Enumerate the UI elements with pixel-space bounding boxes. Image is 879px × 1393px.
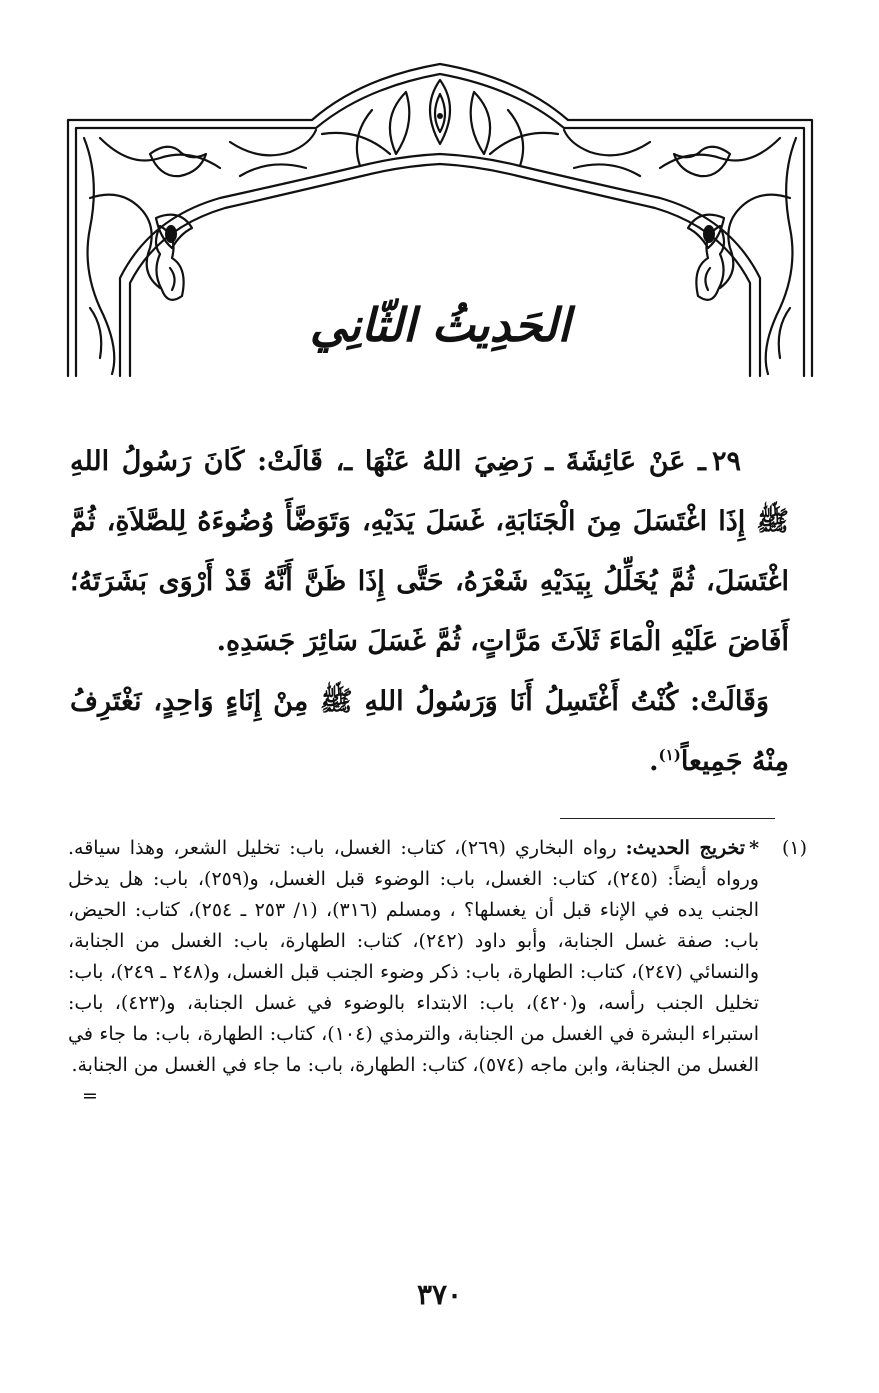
footnote-divider <box>560 818 775 819</box>
hadith-number: ٢٩ <box>711 446 741 477</box>
footnote-body <box>68 833 760 1107</box>
end-mark: . <box>649 746 659 777</box>
section-title: الحَدِيثُ الثّانِي <box>309 298 571 352</box>
footnote-number: (١) <box>781 837 807 859</box>
footnote <box>68 833 807 1112</box>
hadith-text <box>70 432 789 792</box>
page-number: ٣٧٠ <box>416 1278 463 1311</box>
hadith-paragraph <box>70 432 789 672</box>
hadith-paragraph-1-text: ـ عَنْ عَائِشَةَ ـ رَضِيَ اللهُ عَنْهَا ـ، قَالَتْ: كَانَ رَسُولُ اللهِ ﷺ إِذَا اغْتَسَلَ مِنَ الْجَنَابَةِ، غَسَلَ يَدَيْهِ، وَتَوَضَّأَ وُضُوءَهُ لِلصَّلاَةِ، ثُمَّ اغْتَسَلَ، ثُمَّ يُخَلِّلُ بِيَدَيْهِ شَعْرَهُ، حَتَّى إِذَا ظَنَّ أَنَّهُ قَدْ أَرْوَى بَشَرَتَهُ؛ أَفَاضَ عَلَيْهِ الْمَاءَ ثَلاَثَ مَرَّاتٍ، ثُمَّ غَسَلَ سَائِرَ جَسَدِهِ. <box>70 446 789 657</box>
hadith-paragraph <box>70 672 789 792</box>
footnote-heading: تخريج الحديث: <box>625 837 746 859</box>
star-icon: * <box>749 837 760 859</box>
footnote-text: رواه البخاري (٢٦٩)، كتاب: الغسل، باب: تخليل الشعر، وهذا سياقه. ورواه أيضاً: (٢٤٥)، كتاب: الغسل، باب: الوضوء قبل الغسل، و(٢٥٩)، باب: هل يدخل الجنب يده في الإناء قبل أن يغسلها؟ ، ومسلم (٣١٦)، (١/ ٢٥٣ ـ ٢٥٤)، كتاب: الحيض، باب: صفة غسل الجنابة، وأبو داود (٢٤٢)، كتاب: الطهارة، باب: الغسل من الجنابة، والنسائي (٢٤٧)، كتاب: الطهارة، باب: ذكر وضوء الجنب قبل الغسل، و(٢٤٨ ـ ٢٤٩)، باب: تخليل الجنب رأسه، و(٤٢٠)، باب: الابتداء بالوضوء في غسل الجنابة، و(٤٢٣)، باب: استبراء البشرة في الغسل من الجنابة، والترمذي (١٠٤)، كتاب: الطهارة، باب: ما جاء في الغسل من الجنابة، وابن ماجه (٥٧٤)، كتاب: الطهارة، باب: ما جاء في الغسل من الجنابة. <box>68 837 760 1076</box>
footnote-reference: (١) <box>658 746 681 764</box>
hadith-paragraph-2-text: وَقَالَتْ: كُنْتُ أَغْتَسِلُ أَنَا وَرَسُولُ اللهِ ﷺ مِنْ إِنَاءٍ وَاحِدٍ، نَغْتَرِفُ مِنْهُ جَمِيعاً <box>70 686 789 777</box>
continuation-mark: = <box>82 1085 98 1107</box>
